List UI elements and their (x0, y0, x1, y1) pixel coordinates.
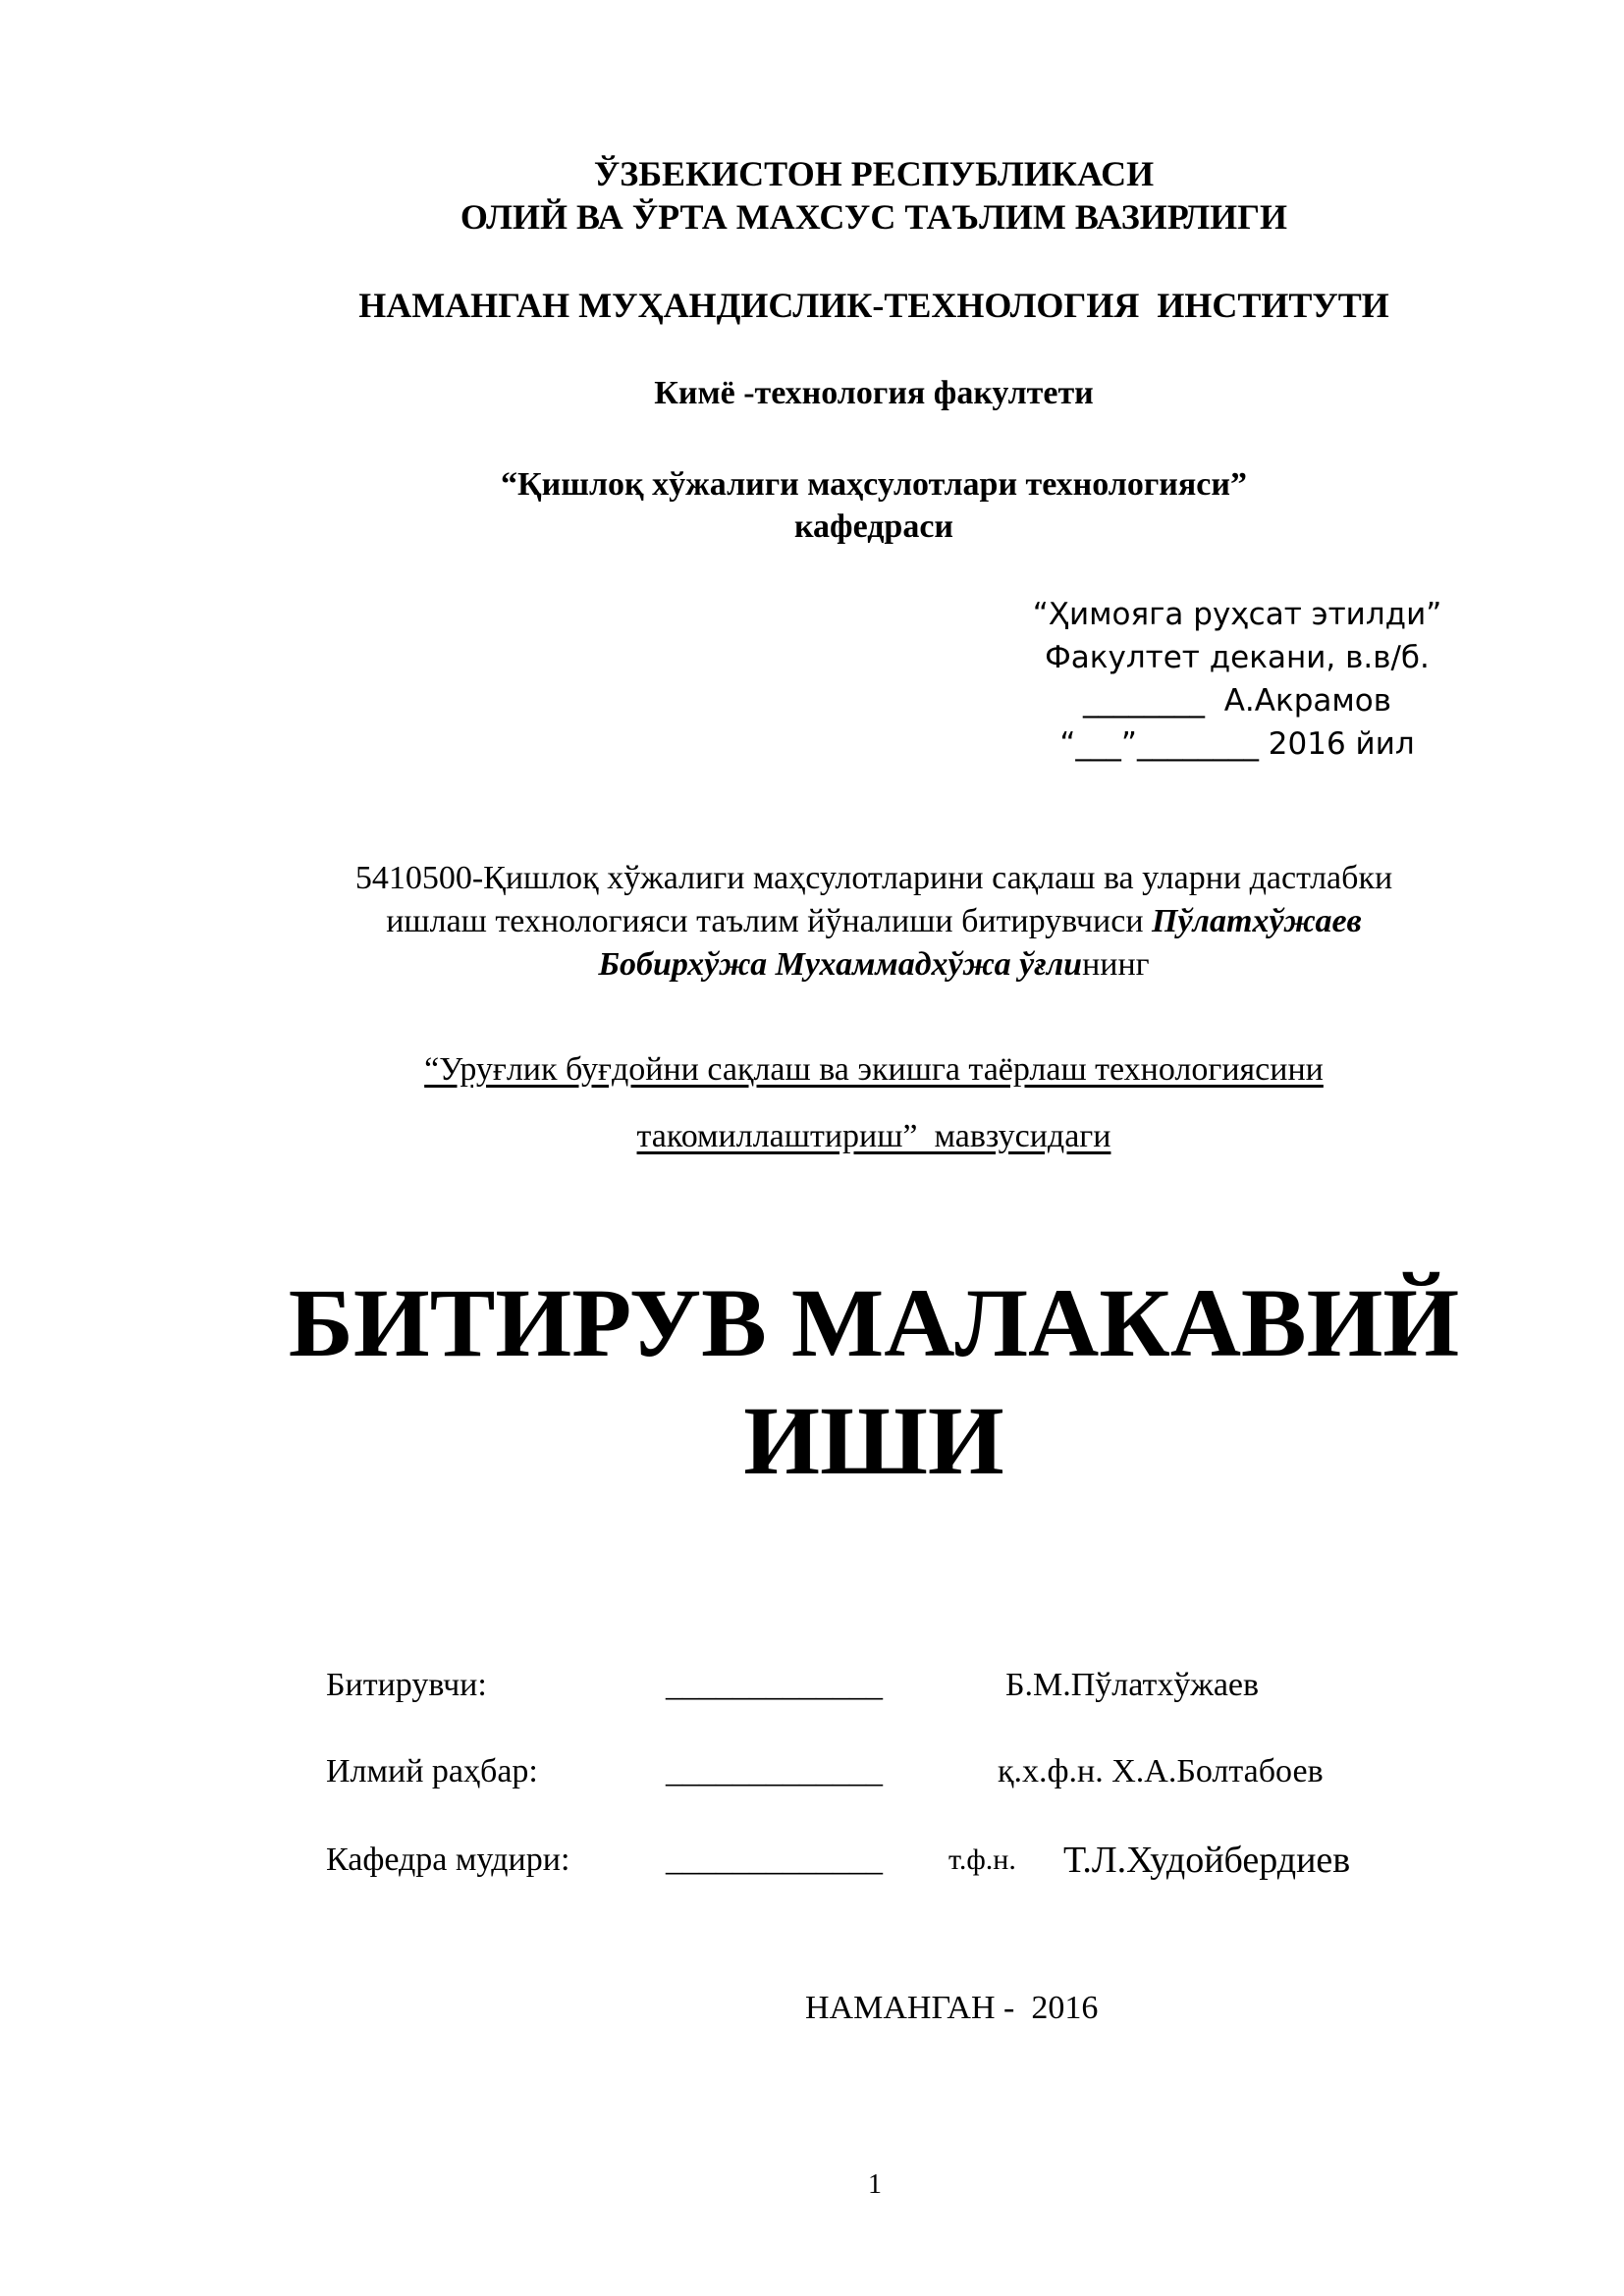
city-and-year: НАМАНГАН - 2016 (805, 1990, 1099, 2026)
dean-signature-blank: ________ (1082, 683, 1205, 719)
document-title-line1: БИТИРУВ МАЛАКАВИЙ (288, 1268, 1460, 1377)
document-title-line2: ИШИ (743, 1386, 1004, 1495)
topic-line2 (196, 1115, 1551, 1158)
approval-stamp-line: “Ҳимояга руҳсат этилди” (1032, 597, 1442, 632)
signature-role: Кафедра мудири: (326, 1842, 570, 1878)
topic-line1 (196, 1048, 1551, 1092)
department-heading-suffix: кафедраси (793, 508, 954, 545)
graduate-statement-line2 (196, 900, 1551, 943)
republic-heading: ЎЗБЕКИСТОН РЕСПУБЛИКАСИ (593, 154, 1155, 193)
graduate-statement-line1: 5410500-Қишлоқ хўжалиги маҳсулотларини сақлаш ва уларни дастлабки (354, 860, 1393, 896)
approval-dean-signature (982, 679, 1492, 722)
signature-role: Битирувчи: (326, 1667, 487, 1703)
signature-name: Б.М.Пўлатхўжаев (1005, 1667, 1260, 1703)
institute-heading: НАМАНГАН МУҲАНДИСЛИК-ТЕХНОЛОГИЯ ИНСТИТУТИ (358, 286, 1389, 325)
signature-row-head-of-department (0, 1836, 1624, 1885)
student-surname: Пўлатхўжаев (1152, 903, 1362, 939)
signature-name: қ.х.ф.н. Х.А.Болтабоев (998, 1753, 1324, 1789)
student-name-suffix: нинг (1082, 946, 1150, 983)
signature-name: Т.Л.Худойбердиев (1063, 1840, 1351, 1881)
topic-title-part2: такомиллаштириш” (636, 1118, 918, 1154)
topic-suffix: мавзусидаги (917, 1118, 1111, 1154)
signature-role: Илмий раҳбар: (326, 1753, 538, 1789)
page-number: 1 (868, 2169, 882, 2200)
signature-degree: т.ф.н. (948, 1843, 1016, 1876)
dean-name: А.Акрамов (1223, 683, 1391, 719)
signature-blank: _____________ (666, 1753, 883, 1789)
ministry-heading: ОЛИЙ ВА ЎРТА МАХСУС ТАЪЛИМ ВАЗИРЛИГИ (460, 197, 1288, 237)
topic-title-part1: “Уруғлик буғдойни сақлаш ва экишга таёрлаш технологиясини (424, 1051, 1324, 1088)
signature-row-supervisor (0, 1747, 1624, 1796)
approval-date-line: “___”________ 2016 йил (1059, 726, 1415, 762)
approval-dean-title: Факултет декани, в.в/б. (1045, 640, 1430, 675)
graduate-statement-line3 (196, 943, 1551, 987)
signature-row-graduate (0, 1661, 1624, 1710)
faculty-heading: Кимё -технология факултети (654, 375, 1094, 411)
signature-blank: _____________ (666, 1667, 883, 1703)
graduate-statement-text: ишлаш технологияси таълим йўналиши битирувчиси (386, 903, 1153, 939)
department-heading: “Қишлоқ хўжалиги маҳсулотлари технологияси” (501, 466, 1247, 503)
student-given-name: Бобирхўжа Мухаммадхўжа ўғли (598, 946, 1083, 983)
signature-blank: _____________ (666, 1842, 883, 1878)
